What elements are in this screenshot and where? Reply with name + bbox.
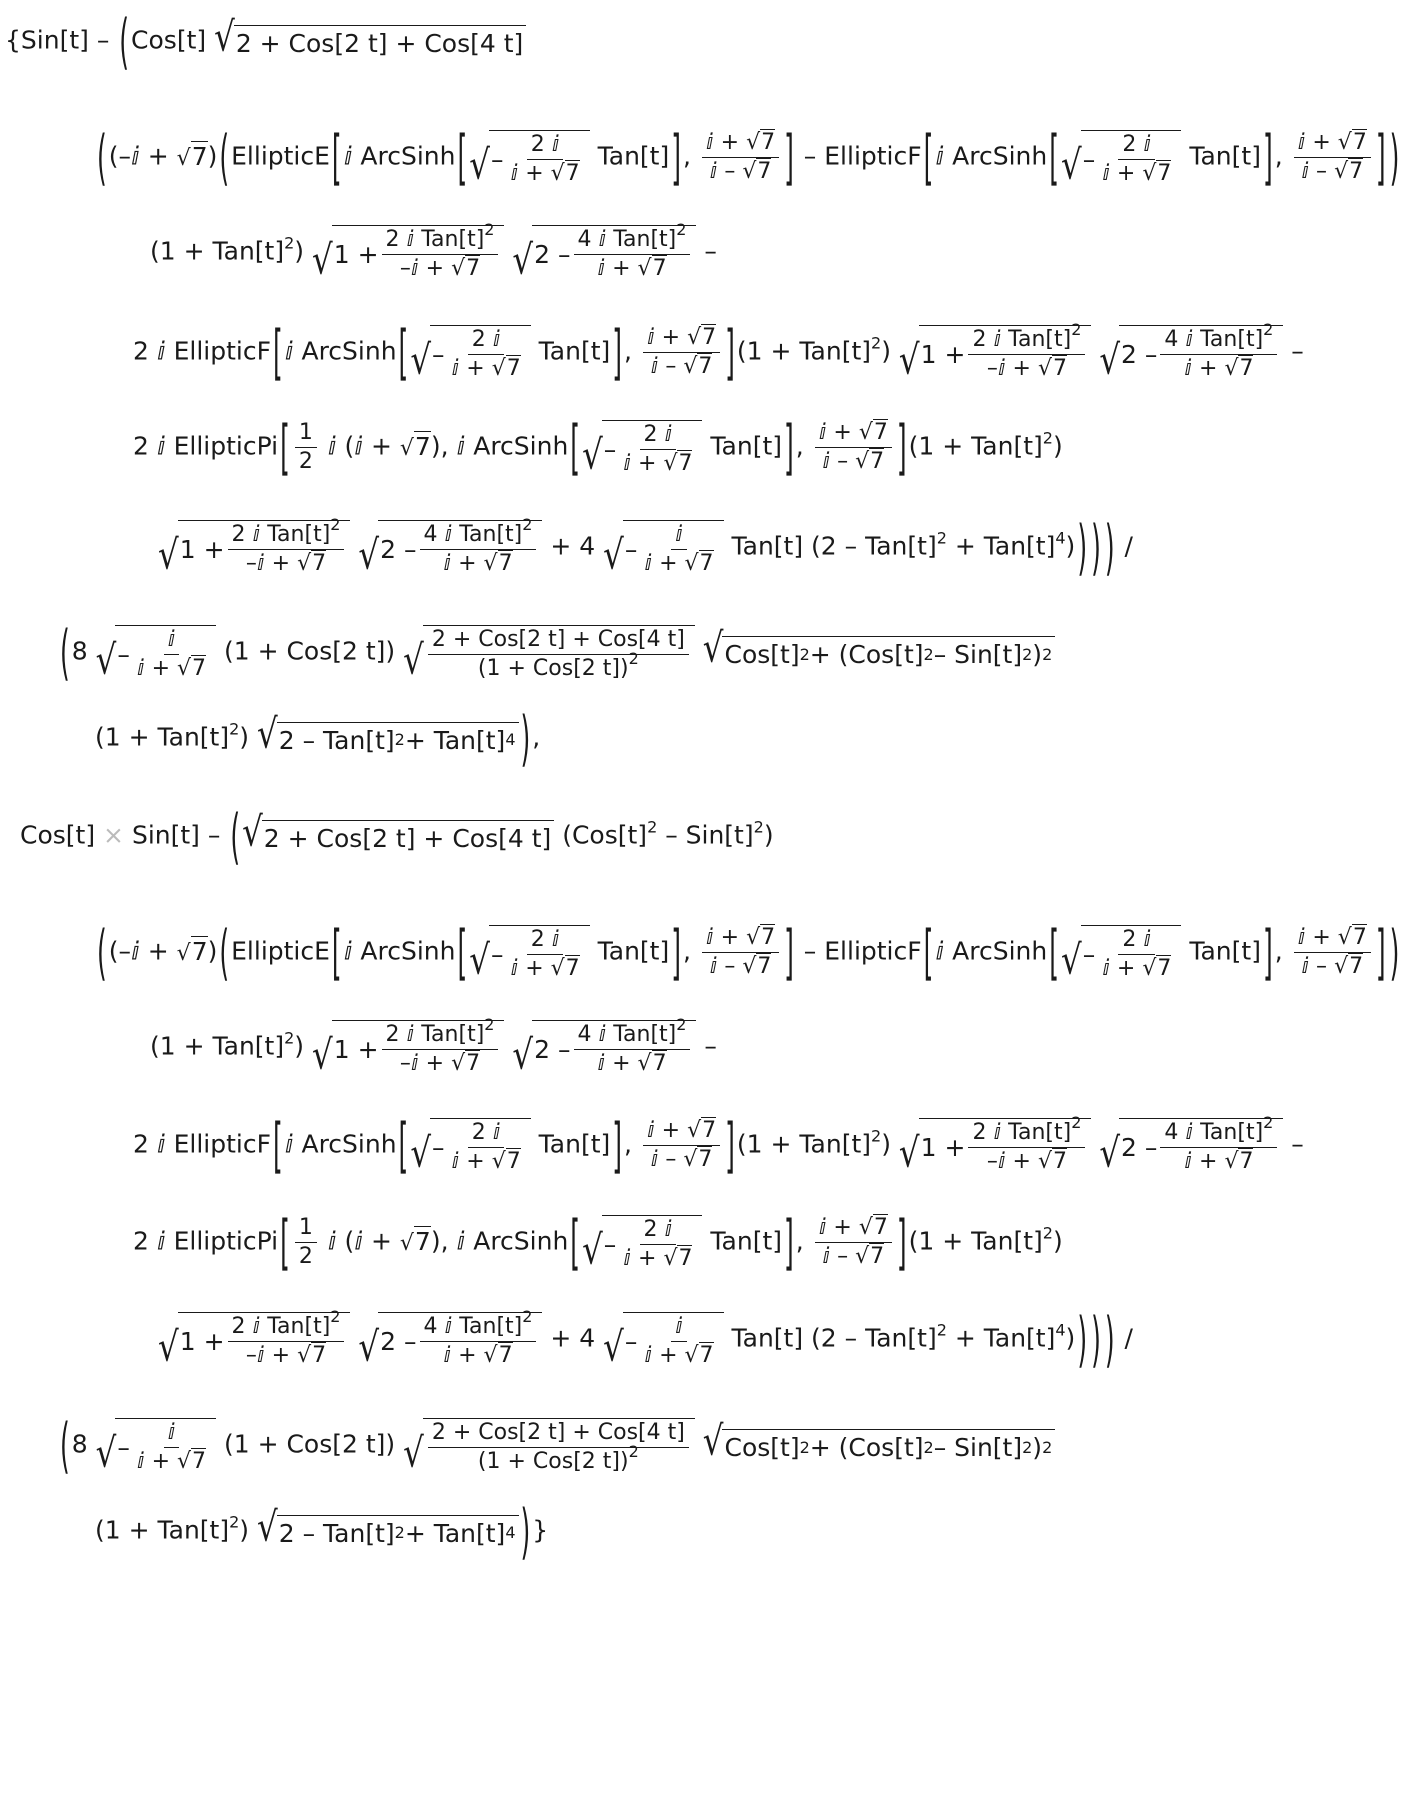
- expr-line5-a: 2 ⅈ EllipticPi[ $\frac{1}{2}$ ⅈ (ⅈ + √7), ⅈ ArcSinh[ √ – $\frac{\text{2 ⅈ}}{\text{ⅈ + √7}}$ Tan[t]], $\frac{\text{ⅈ + √7}}{\text{ⅈ – √7}}$ ]$(1 + Tan[t]^2)$: [133, 412, 1063, 483]
- expr-line3-b: $(1 + Tan[t]^2)$ √ 1 + $\frac{2 ⅈ Tan[t]^2}{\text{–ⅈ + √7}}$ √ 2 – $\frac{4 ⅈ Tan[t]^2}{\text{ⅈ + √7}}$ –: [150, 1015, 717, 1079]
- expr-line4-b: 2 ⅈ EllipticF[ⅈ ArcSinh[ √ – $\frac{\text{2 ⅈ}}{\text{ⅈ + √7}}$ Tan[t]], $\frac{\text{ⅈ + √7}}{\text{ⅈ – √7}}$ ]$(1 + Tan[t]^2)$ √ 1 + $\frac{2 ⅈ Tan[t]^2}{\text{–ⅈ + √7}}$ √ 2 – $\frac{4 ⅈ Tan[t]^2}{\text{ⅈ + √7}}$ –: [133, 1110, 1304, 1181]
- expr-line2-b: ((–ⅈ + √7)(EllipticE[ⅈ ArcSinh[ √ – $\frac{\text{2 ⅈ}}{\text{ⅈ + √7}}$ Tan[t]], $\frac{\text{ⅈ + √7}}{\text{ⅈ – √7}}$ ] – EllipticF[ⅈ ArcSinh[ √ – $\frac{\text{2 ⅈ}}{\text{ⅈ + √7}}$ Tan[t]], $\frac{\text{ⅈ + √7}}{\text{ⅈ – √7}}$ ] ): [97, 917, 1400, 988]
- expr-line2-a: ((–ⅈ + √7)(EllipticE[ⅈ ArcSinh[ √ – $\frac{\text{2 ⅈ}}{\text{ⅈ + √7}}$ Tan[t]], $\frac{\text{ⅈ + √7}}{\text{ⅈ – √7}}$ ] – EllipticF[ⅈ ArcSinh[ √ – $\frac{\text{2 ⅈ}}{\text{ⅈ + √7}}$ Tan[t]], $\frac{\text{ⅈ + √7}}{\text{ⅈ – √7}}$ ] ): [97, 122, 1400, 193]
- expr-line7-b: (8 √ – $\frac{\text{ⅈ}}{\text{ⅈ + √7}}$ (1 + Cos[2 t]) √ $\frac{\text{2 + Cos[2 t] + Cos[4 t]}}{(1 + Cos[2 t])^2}$ √ Cos[t] 2 + (Cos[t] 2 – Sin[t] 2 ) 2: [58, 1418, 1055, 1473]
- expr-line5-b: 2 ⅈ EllipticPi[ $\frac{1}{2}$ ⅈ (ⅈ + √7), ⅈ ArcSinh[ √ – $\frac{\text{2 ⅈ}}{\text{ⅈ + √7}}$ Tan[t]], $\frac{\text{ⅈ + √7}}{\text{ⅈ – √7}}$ ]$(1 + Tan[t]^2)$: [133, 1207, 1063, 1278]
- expr-line4-a: 2 ⅈ EllipticF[ⅈ ArcSinh[ √ – $\frac{\text{2 ⅈ}}{\text{ⅈ + √7}}$ Tan[t]], $\frac{\text{ⅈ + √7}}{\text{ⅈ – √7}}$ ]$(1 + Tan[t]^2)$ √ 1 + $\frac{2 ⅈ Tan[t]^2}{\text{–ⅈ + √7}}$ √ 2 – $\frac{4 ⅈ Tan[t]^2}{\text{ⅈ + √7}}$ –: [133, 317, 1304, 388]
- expr-line-1: {Sin[t] – (Cos[t] √ 2 + Cos[2 t] + Cos[4 t]: [5, 25, 526, 58]
- expr-line-8: $(1 + Tan[t]^2)$ √ 2 – Tan[t] 2 + Tan[t] 4 ),: [95, 703, 541, 774]
- expr-line-9: Cos[t] × Sin[t] – ( √ 2 + Cos[2 t] + Cos[4 t] $(Cos[t]^2 - Sin[t]^2)$: [20, 801, 774, 872]
- expr-line6-b: √ 1 + $\frac{2 ⅈ Tan[t]^2}{\text{–ⅈ + √7}}$ √ 2 – $\frac{4 ⅈ Tan[t]^2}{\text{ⅈ + √7}}$ + 4 √ – $\frac{\text{ⅈ}}{\text{ⅈ + √7}}$ Tan[t] $(2 - Tan[t]^2 + Tan[t]^4)$) ) ) /: [158, 1304, 1133, 1375]
- expr-line7-a: (8 √ – $\frac{\text{ⅈ}}{\text{ⅈ + √7}}$ (1 + Cos[2 t]) √ $\frac{\text{2 + Cos[2 t] + Cos[4 t]}}{(1 + Cos[2 t])^2}$ √ Cos[t] 2 + (Cos[t] 2 – Sin[t] 2 ) 2: [58, 625, 1055, 680]
- expr-line-16: $(1 + Tan[t]^2)$ √ 2 – Tan[t] 2 + Tan[t] 4 )}: [95, 1496, 549, 1567]
- expr-line3-a: $(1 + Tan[t]^2)$ √ 1 + $\frac{2 ⅈ Tan[t]^2}{\text{–ⅈ + √7}}$ √ 2 – $\frac{4 ⅈ Tan[t]^2}{\text{ⅈ + √7}}$ –: [150, 220, 717, 284]
- expr-line6-a: √ 1 + $\frac{2 ⅈ Tan[t]^2}{\text{–ⅈ + √7}}$ √ 2 – $\frac{4 ⅈ Tan[t]^2}{\text{ⅈ + √7}}$ + 4 √ – $\frac{\text{ⅈ}}{\text{ⅈ + √7}}$ Tan[t] $(2 - Tan[t]^2 + Tan[t]^4)$) ) ) /: [158, 512, 1133, 583]
